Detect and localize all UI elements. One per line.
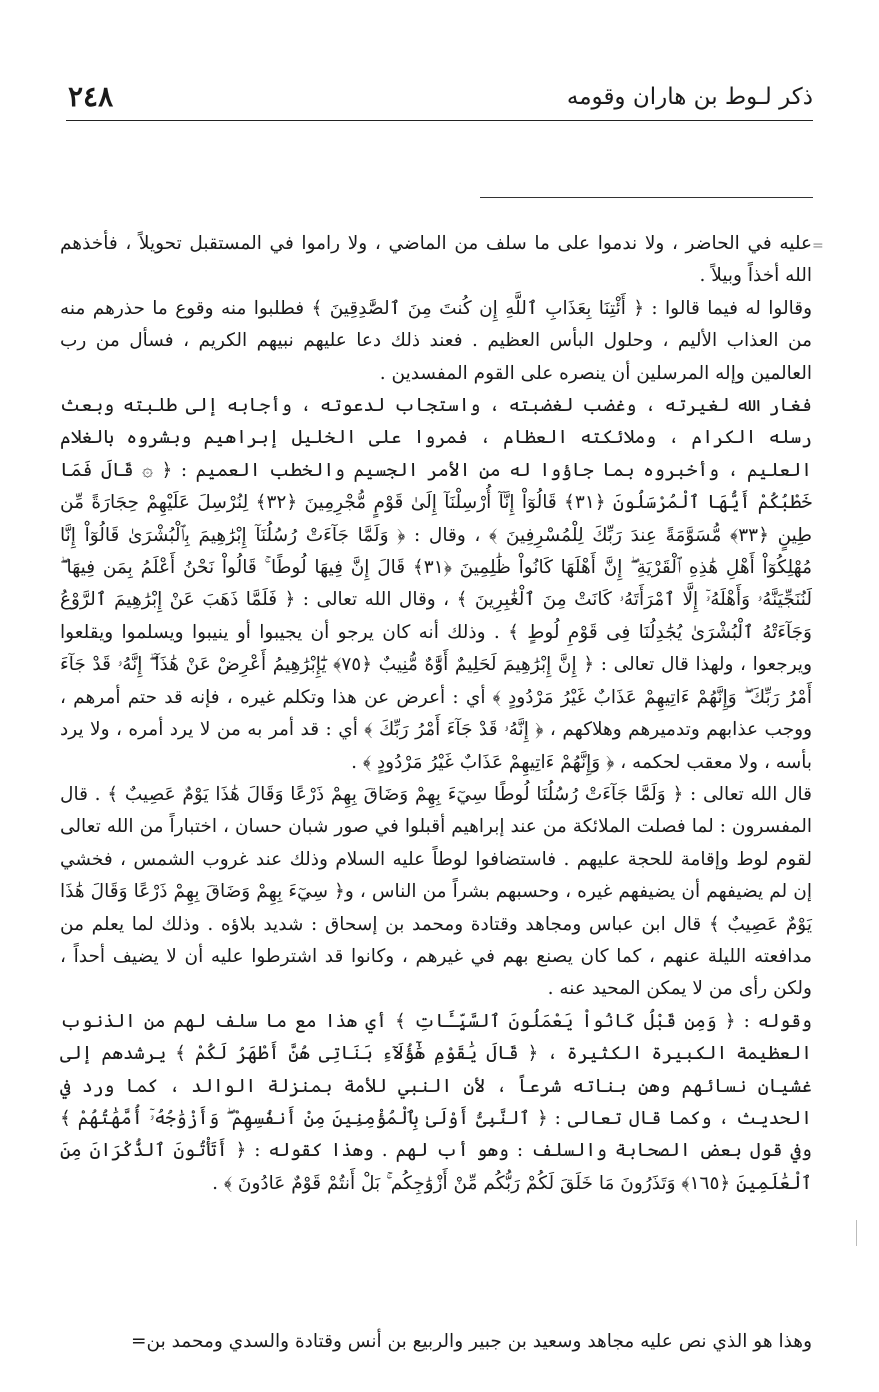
body-text [60, 228, 812, 1200]
continuation-line: وهذا هو الذي نص عليه مجاهد وسعيد بن جبير والربيع بن أنس وقتادة والسدي ومحمد بن= [130, 1331, 812, 1352]
paragraph: وقوله : ﴿ وَمِن قَبْلُ كَانُواْ يَعْمَلُونَ ٱلسَّيِّـَٔاتِ ﴾ أي هذا مع ما سلف لهم من الذنوب العظيمة الكبيرة الكثيرة ، ﴿ قَالَ يَٰقَوْمِ هَٰٓؤُلَآءِ بَنَاتِى هُنَّ أَطْهَرُ لَكُمْ ﴾ يرشدهم إلى غشيان نسائهم وهن بناته شرعاً ، لأن النبي للأمة بمنزلة الوالد ، كما ورد في الحديث ، وكما قال تعالى : ﴿ ٱلنَّبِىُّ أَوْلَىٰ بِٱلْمُؤْمِنِينَ مِنْ أَنفُسِهِمْ ۖ وَأَزْوَٰجُهُۥٓ أُمَّهَٰتُهُمْ ﴾ وفي قول بعض الصحابة والسلف : وهو أب لهم . وهذا كقوله : ﴿ أَتَأْتُونَ ٱلذُّكْرَانَ مِنَ ٱلْعَٰلَمِينَ ﴿١٦٥﴾ وَتَذَرُونَ مَا خَلَقَ لَكُمْ رَبُّكُم مِّنْ أَزْوَٰجِكُم ۚ بَلْ أَنتُمْ قَوْمٌ عَادُونَ ﴾ . [60, 1010, 812, 1194]
page-number: ٢٤٨ [68, 80, 114, 113]
section-rule [480, 197, 813, 198]
paragraph: وقالوا له فيما قالوا : ﴿ أَئْتِنَا بِعَذَابِ ٱللَّهِ إِن كُنتَ مِنَ ٱلصَّٰدِقِينَ ﴾ فطلبوا منه وقوع ما حذرهم منه من العذاب الأليم ، وحلول البأس العظيم . فعند ذلك دعا عليهم نبيهم الكريم ، فسأل من رب العالمين وإله المرسلين أن ينصره على القوم المفسدين . [60, 297, 812, 384]
margin-tick [856, 1220, 857, 1246]
paragraph: فغار الله لغيرته ، وغضب لغضبته ، واستجاب لدعوته ، وأجابه إلى طلبته وبعث رسله الكرام ، وملائكته العظام ، فمروا على الخليل إبراهيم وبشروه بالغلام العليم ، وأخبروه بما جاؤوا له من الأمر الجسيم والخطب العميم : ﴿ ۞ قَالَ فَمَا خَطْبُكُمْ أَيُّهَا ٱلْمُرْسَلُونَ ﴿٣١﴾ قَالُوٓاْ إِنَّآ أُرْسِلْنَآ إِلَىٰ قَوْمٍ مُّجْرِمِينَ ﴿٣٢﴾ لِنُرْسِلَ عَلَيْهِمْ حِجَارَةً مِّن طِينٍ ﴿٣٣﴾ مُّسَوَّمَةً عِندَ رَبِّكَ لِلْمُسْرِفِينَ ﴾ ، وقال : ﴿ وَلَمَّا جَآءَتْ رُسُلُنَآ إِبْرَٰهِيمَ بِٱلْبُشْرَىٰ قَالُوٓاْ إِنَّا مُهْلِكُوٓاْ أَهْلِ هَٰذِهِ ٱلْقَرْيَةِ ۖ إِنَّ أَهْلَهَا كَانُواْ ظَٰلِمِينَ ﴿٣١﴾ قَالَ إِنَّ فِيهَا لُوطًا ۚ قَالُواْ نَحْنُ أَعْلَمُ بِمَن فِيهَا ۖ لَنُنَجِّيَنَّهُۥ وَأَهْلَهُۥٓ إِلَّا ٱمْرَأَتَهُۥ كَانَتْ مِنَ ٱلْغَٰبِرِينَ ﴾ ، وقال الله تعالى : ﴿ فَلَمَّا ذَهَبَ عَنْ إِبْرَٰهِيمَ ٱلرَّوْعُ وَجَآءَتْهُ ٱلْبُشْرَىٰ يُجَٰدِلُنَا فِى قَوْمِ لُوطٍ ﴾ . وذلك أنه كان يرجو أن يجيبوا أو ينيبوا ويسلموا ويقلعوا ويرجعوا ، ولهذا قال تعالى : ﴿ إِنَّ إِبْرَٰهِيمَ لَحَلِيمٌ أَوَّٰهٌ مُّنِيبٌ ﴿٧٥﴾ يَٰٓإِبْرَٰهِيمُ أَعْرِضْ عَنْ هَٰذَآ ۖ إِنَّهُۥ قَدْ جَآءَ أَمْرُ رَبِّكَ ۖ وَإِنَّهُمْ ءَاتِيهِمْ عَذَابٌ غَيْرُ مَرْدُودٍ ﴾ أي : أعرض عن هذا وتكلم غيره ، فإنه قد حتم أمرهم ، ووجب عذابهم وتدميرهم وهلاكهم ، ﴿ إِنَّهُۥ قَدْ جَآءَ أَمْرُ رَبِّكَ ﴾ أي : قد أمر به من لا يرد أمره ، ولا يرد بأسه ، ولا معقب لحكمه ، ﴿ وَإِنَّهُمْ ءَاتِيهِمْ عَذَابٌ غَيْرُ مَرْدُودٍ ﴾ . [60, 395, 813, 773]
paragraph: قال الله تعالى : ﴿ وَلَمَّا جَآءَتْ رُسُلُنَا لُوطًا سِيٓءَ بِهِمْ وَضَاقَ بِهِمْ ذَرْعًا وَقَالَ هَٰذَا يَوْمٌ عَصِيبٌ ﴾ . قال المفسرون : لما فصلت الملائكة من عند إبراهيم أقبلوا في صور شبان حسان ، اختباراً من الله تعالى لقوم لوط وإقامة للحجة عليهم . فاستضافوا لوطاً عليه السلام وذلك عند غروب الشمس ، فخشي إن لم يضيفهم أن يضيفهم غيره ، وحسبهم بشراً من الناس ، و﴿ سِيٓءَ بِهِمْ وَضَاقَ بِهِمْ ذَرْعًا وَقَالَ هَٰذَا يَوْمٌ عَصِيبٌ ﴾ قال ابن عباس ومجاهد وقتادة ومحمد بن إسحاق : شديد بلاؤه . وذلك لما يعلم من مدافعته الليلة عنهم ، كما كان يصنع بهم في غيرهم ، وكانوا قد اشترطوا عليه أن لا يضيف أحداً ، ولكن رأى من لا يمكن المحيد عنه . [60, 783, 812, 1000]
margin-mark: = [812, 238, 824, 254]
running-title: ذكر لـوط بن هاران وقومه [566, 84, 813, 110]
page-header [66, 78, 813, 121]
paragraph: عليه في الحاضر ، ولا ندموا على ما سلف من الماضي ، ولا راموا في المستقبل تحويلاً ، فأخذهم الله أخذاً وبيلاً . [60, 233, 812, 287]
